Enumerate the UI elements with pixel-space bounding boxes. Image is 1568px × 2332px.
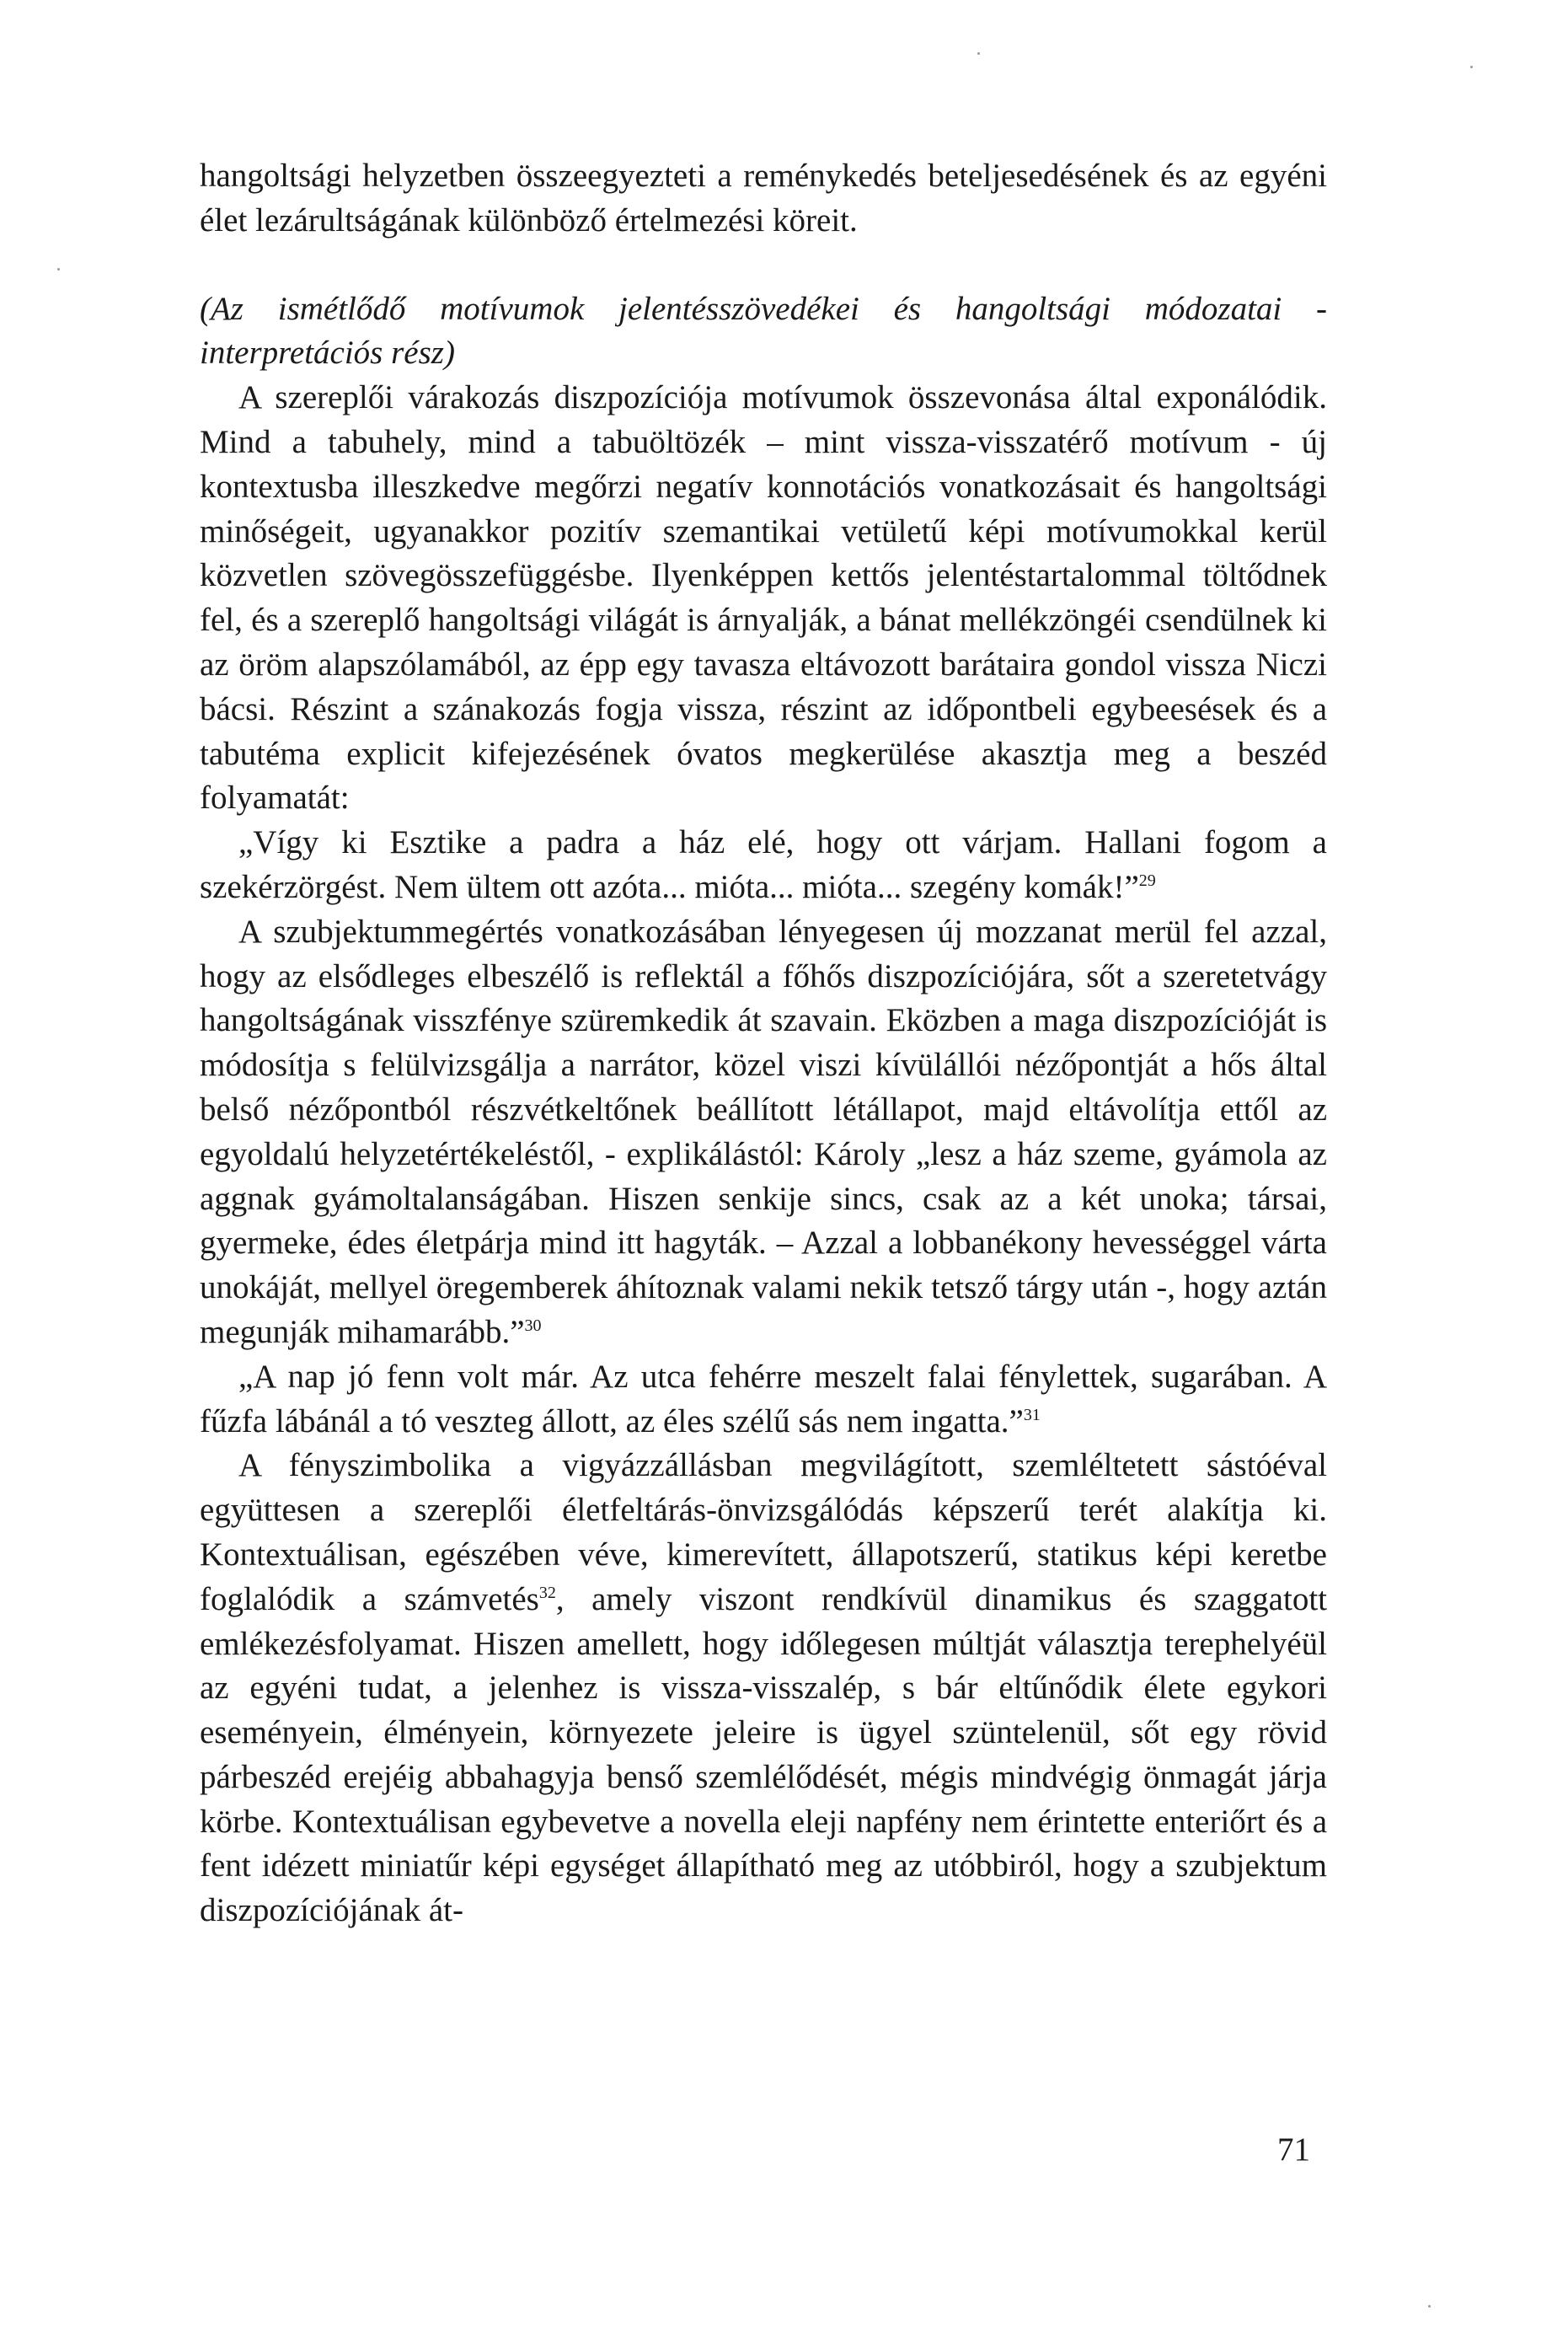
footnote-ref-30: 30 [524,1316,542,1335]
footnote-ref-29: 29 [1138,871,1156,890]
page-body [200,154,1327,1933]
section-heading: (Az ismétlődő motívumok jelentésszövedékei és hangoltsági módozatai - interpretációs rész) [200,290,1327,372]
quote-esztike-text: „Vígy ki Esztike a padra a ház elé, hogy ott várjam. Hallani fogom a szekérzörgést. Nem ültem ott azóta... mióta... mióta... szegény komák!” [200,824,1327,905]
scan-speck [1470,66,1473,68]
quote-sun-text: „A nap jó fenn volt már. Az utca fehérre meszelt falai fénylettek, sugarában. A fűzfa lábánál a tó veszteg állott, az éles szélű sás nem ingatta.” [200,1358,1327,1439]
paragraph-disposition: A szereplői várakozás diszpozíciója motívumok összevonása által exponálódik. Mind a tabuhely, mind a tabuöltözék – mint vissza-visszatérő motívum - új kontextusba illeszkedve megőrzi negatív konnotációs vonatkozásait és hangoltsági minőségeit, ugyanakkor pozitív szemantikai vetületű képi motívumokkal kerül közvetlen szövegösszefüggésbe. Ilyenképpen kettős jelentéstartalommal töltődnek fel, és a szereplő hangoltsági világát is árnyalják, a bánat mellékzöngéi csendülnek ki az öröm alapszólamából, az épp egy tavasza eltávozott barátaira gondol vissza Niczi bácsi. Részint a szánakozás fogja vissza, részint az időpontbeli egybeesések és a tabutéma explicit kifejezésének óvatos megkerülése akasztja meg a beszéd folyamatát: [200,379,1327,817]
scan-speck [1428,2305,1431,2308]
quote-esztike [200,821,1327,910]
paragraph-light-symbolism-text-a: A fényszimbolika a vigyázzállásban megvilágított, szemléltetett sástóéval együttesen a szereplői életfeltárás-önvizsgálódás képszerű terét alakítja ki. Kontextuálisan, egészében véve, kimerevített, állapotszerű, statikus képi keretbe foglalódik a számvetés [200,1447,1327,1617]
scan-speck [57,268,60,271]
paragraph-subject-understanding [200,910,1327,1355]
footnote-ref-32: 32 [538,1583,556,1602]
paragraph-light-symbolism [200,1444,1327,1933]
quote-sun [200,1355,1327,1445]
paragraph-opening: hangoltsági helyzetben összeegyezteti a reménykedés beteljesedésének és az egyéni élet lezárultságának különböző értelmezési köreit. [200,158,1327,239]
paragraph-subject-understanding-text: A szubjektummegértés vonatkozásában lényegesen új mozzanat merül fel azzal, hogy az elsődleges elbeszélő is reflektál a főhős diszpozíciójára, sőt a szeretetvágy hangoltságának visszfénye szüremkedik át szavain. Eközben a maga diszpozícióját is módosítja s felülvizsgálja a narrátor, közel viszi kívülállói nézőpontját a hős által belső nézőpontból részvétkeltőnek beállított létállapot, majd eltávolítja ettől az egyoldalú helyzetértékeléstől, - explikálástól: Károly „lesz a ház szeme, gyámola az aggnak gyámoltalanságában. Hiszen senkije sincs, csak az a két unoka; társai, gyermeke, édes életpárja mind itt hagyták. – Azzal a lobbanékony hevességgel várta unokáját, mellyel öregemberek áhítoznak valami nekik tetsző tárgy után -, hogy aztán megunják mihamarább.” [200,913,1327,1350]
page-number: 71 [1277,2131,1310,2168]
scan-speck [977,52,980,55]
paragraph-gap [200,244,1327,287]
body-text [200,154,1327,1933]
paragraph-light-symbolism-text-b: , amely viszont rendkívül dinamikus és szaggatott emlékezésfolyamat. Hiszen amellett, hogy időlegesen múltját választja terephelyéül az egyéni tudat, a jelenhez is vissza-visszalép, s bár eltűnődik élete egykori eseményein, élményein, környezete jeleire is ügyel szüntelenül, sőt egy rövid párbeszéd erejéig abbahagyja benső szemlélődését, mégis mindvégig önmagát járja körbe. Kontextuálisan egybevetve a novella eleji napfény nem érintette enteriőrt és a fent idézett miniatűr képi egységet állapítható meg az utóbbiról, hogy a szubjektum diszpozíciójának át- [200,1580,1327,1929]
footnote-ref-31: 31 [1023,1405,1041,1424]
